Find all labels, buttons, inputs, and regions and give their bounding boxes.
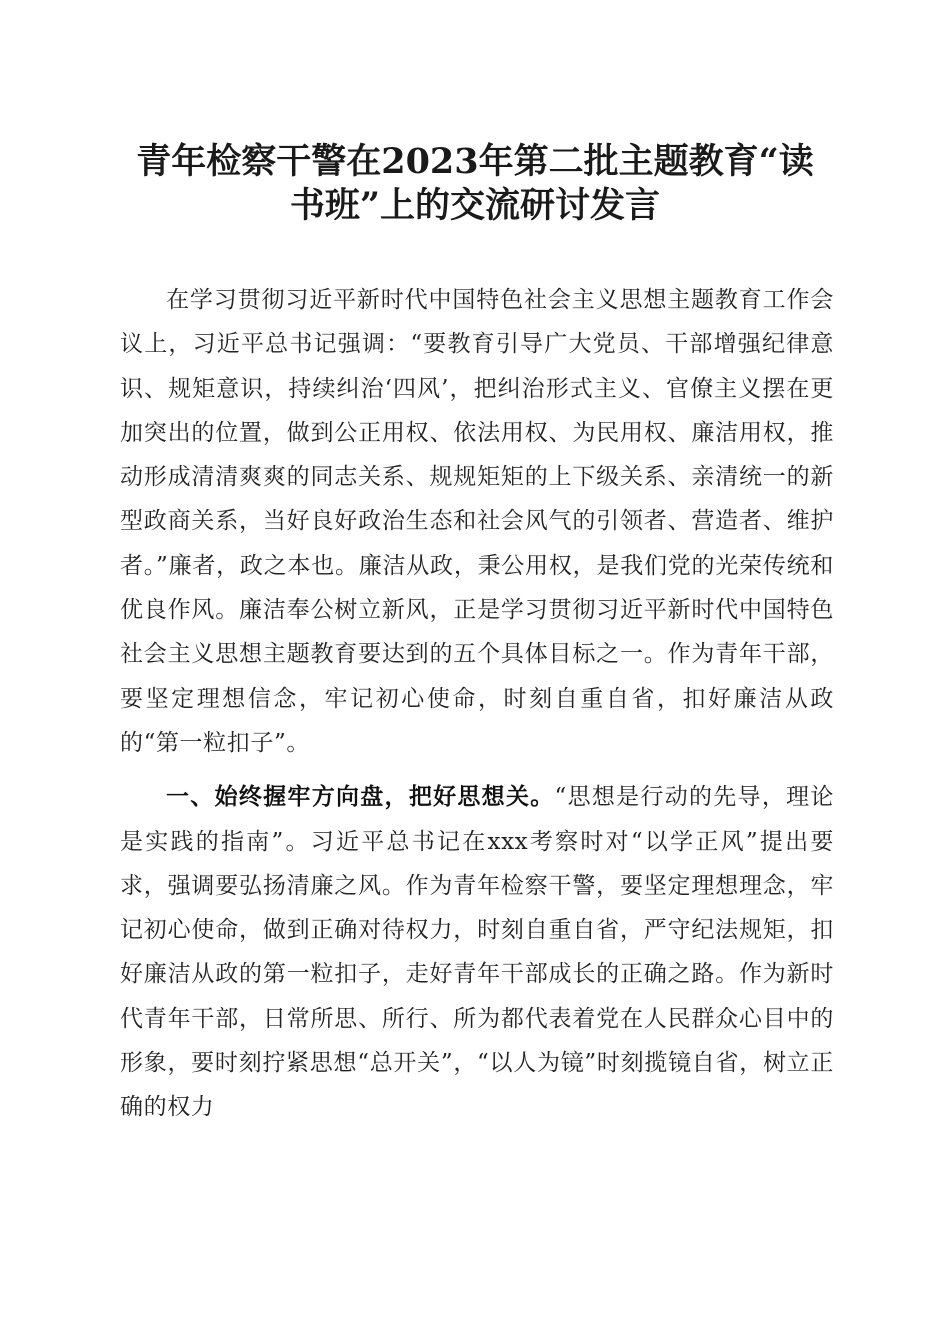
intro-paragraph: 在学习贯彻习近平新时代中国特色社会主义思想主题教育工作会议上，习近平总书记强调：“要教育引导广大党员、干部增强纪律意识、规矩意识，持续纠治‘四风’，把纠治形式主义、官僚主义摆在更加突出的位置，做到公正用权、依法用权、为民用权、廉洁用权，推动形成清清爽爽的同志关系、规规矩矩的上下级关系、亲清统一的新型政商关系，当好良好政治生态和社会风气的引领者、营造者、维护者。”廉者，政之本也。廉洁从政，秉公用权，是我们党的光荣传统和优良作风。廉洁奉公树立新风，正是学习贯彻习近平新时代中国特色社会主义思想主题教育要达到的五个具体目标之一。作为青年干部，要坚定理想信念，牢记初心使命，时刻自重自省，扣好廉洁从政的“第一粒扣子”。 (120, 287, 834, 756)
document-title (100, 140, 850, 228)
section-1-paragraph (120, 775, 834, 1129)
section-1-heading: 一、始终握牢方向盘，把好思想关。 (166, 783, 555, 811)
document-body (120, 278, 834, 1130)
title-line-1: 青年检察干警在2023年第二批主题教育“读 (136, 141, 814, 182)
section-1-text: “思想是行动的先导，理论是实践的指南”。习近平总书记在xxx考察时对“以学正风”提出要求，强调要弘扬清廉之风。作为青年检察干警，要坚定理想理念，牢记初心使命，做到正确对待权力，时刻自重自省，严守纪法规矩，扣好廉洁从政的第一粒扣子，走好青年干部成长的正确之路。作为新时代青年干部，日常所思、所行、所为都代表着党在人民群众心目中的形象，要时刻拧紧思想“总开关”，“以人为镜”时刻揽镜自省，树立正确的权力 (120, 784, 834, 1121)
title-line-2: 书班”上的交流研讨发言 (289, 185, 661, 226)
